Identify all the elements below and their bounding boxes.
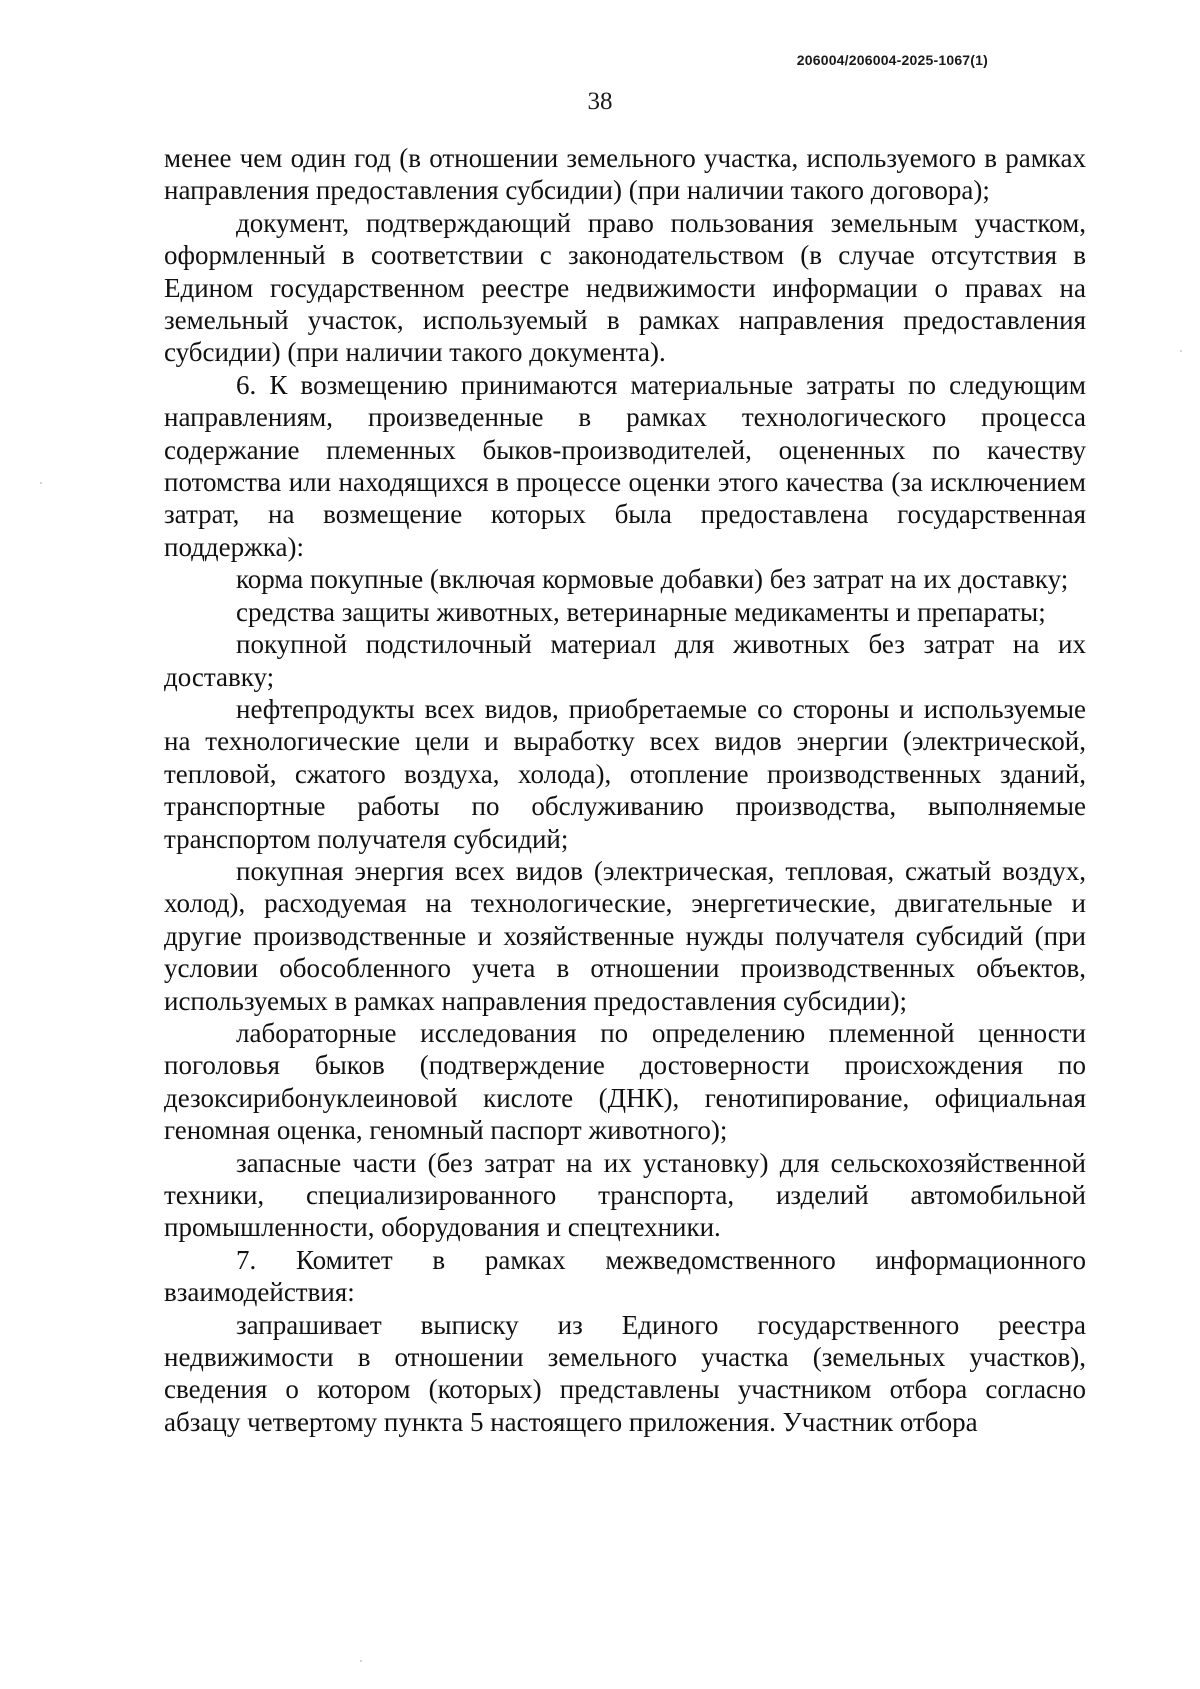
scan-speck	[1180, 350, 1182, 352]
paragraph: 6. К возмещению принимаются материальные затраты по следующим направлениям, произведенные в рамках технологического процесса содержание племенных быков-производителей, оцененных по качеству потомства или находящихся в процессе оценки этого качества (за исключением затрат, на возмещение которых была предоставлена государственная поддержка):	[164, 369, 1086, 562]
paragraph: 7. Комитет в рамках межведомственного информационного взаимодействия:	[164, 1244, 1086, 1308]
list-item: нефтепродукты всех видов, приобретаемые со стороны и используемые на технологические цели и выработку всех видов энергии (электрической, тепловой, сжатого воздуха, холода), отопление производственных зданий, транспортные работы по обслуживанию производства, выполняемые транспортом получателя субсидий;	[164, 693, 1086, 854]
list-item: корма покупные (включая кормовые добавки) без затрат на их доставку;	[236, 564, 1069, 595]
paragraph: документ, подтверждающий право пользования земельным участком, оформленный в соответствии с законодательством (в случае отсутствия в Едином государственном реестре недвижимости информации о правах на земельный участок, используемый в рамках направления предоставления субсидии) (при наличии такого документа).	[164, 207, 1086, 368]
list-item: покупная энергия всех видов (электрическая, тепловая, сжатый воздух, холод), расходуемая на технологические, энергетические, двигательные и другие производственные и хозяйственные нужды получателя субсидий (при условии обособленного учета в отношении производственных объектов, используемых в рамках направления предоставления субсидии);	[164, 855, 1086, 1016]
list-item: покупной подстилочный материал для животных без затрат на их доставку;	[164, 629, 1086, 692]
document-id: 206004/206004-2025-1067(1)	[796, 52, 988, 68]
list-item: лабораторные исследования по определению племенной ценности поголовья быков (подтверждение достоверности происхождения по дезоксирибонуклеиновой кислоте (ДНК), генотипирование, официальная геномная оценка, геномный паспорт животного);	[164, 1017, 1086, 1146]
paragraph: менее чем один год (в отношении земельного участка, используемого в рамках направления предоставления субсидии) (при наличии такого договора);	[164, 143, 1086, 206]
page-number: 38	[587, 88, 613, 115]
scan-speck	[40, 482, 42, 484]
paragraph: запрашивает выписку из Единого государственного реестра недвижимости в отношении земельного участка (земельных участков), сведения о котором (которых) представлены участником отбора согласно абзацу четвертому пункта 5 настоящего приложения. Участник отбора	[164, 1309, 1086, 1437]
list-item: запасные части (без затрат на их установку) для сельскохозяйственной техники, специализированного транспорта, изделий автомобильной промышленности, оборудования и спецтехники.	[164, 1147, 1086, 1243]
document-body	[164, 142, 1086, 1438]
scan-speck	[360, 1660, 362, 1662]
list-item: средства защиты животных, ветеринарные медикаменты и препараты;	[236, 596, 1046, 627]
